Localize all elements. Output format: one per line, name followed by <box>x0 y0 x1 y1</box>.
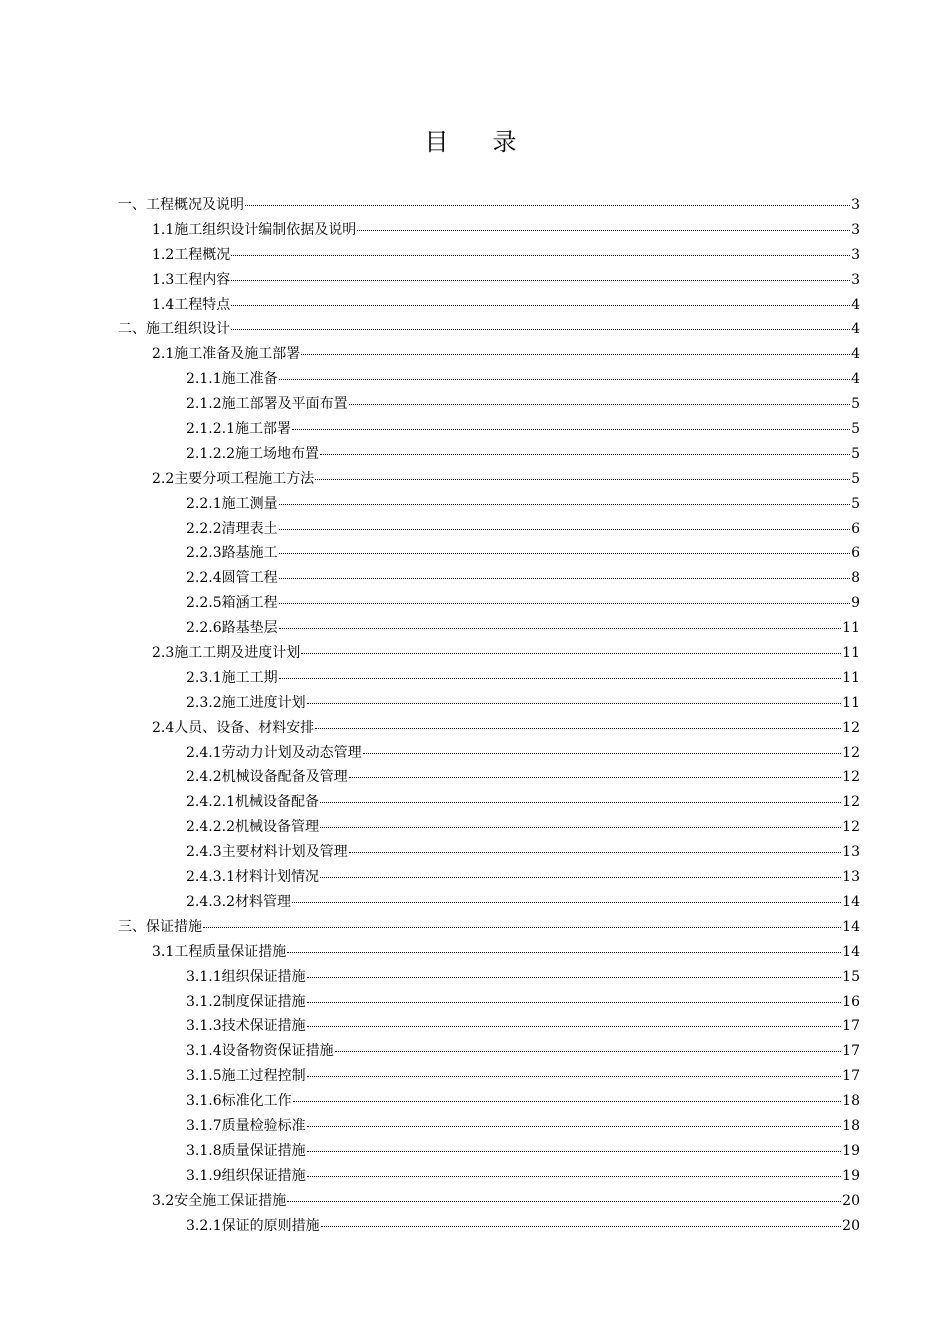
toc-page-number: 14 <box>842 943 860 960</box>
toc-entry-text: 1.2工程概况 <box>152 246 231 263</box>
toc-entry[interactable] <box>118 1014 860 1039</box>
toc-page-number: 19 <box>842 1167 860 1184</box>
toc-entry[interactable] <box>118 940 860 965</box>
toc-page-number: 19 <box>842 1142 860 1159</box>
toc-dot-leader <box>279 577 850 579</box>
toc-dot-leader <box>279 378 850 380</box>
toc-page-number: 15 <box>842 968 860 985</box>
toc-entry[interactable] <box>118 591 860 616</box>
toc-page-number: 18 <box>842 1117 860 1134</box>
toc-entry-text: 3.1.7质量检验标准 <box>186 1117 306 1134</box>
toc-entry-text: 2.2.4圆管工程 <box>186 570 278 587</box>
toc-dot-leader <box>335 1050 842 1052</box>
toc-dot-leader <box>301 652 841 654</box>
toc-entry-text: 3.1.1组织保证措施 <box>186 968 306 985</box>
toc-entry[interactable] <box>118 268 860 293</box>
toc-entry[interactable] <box>118 566 860 591</box>
toc-page-number: 11 <box>842 694 860 711</box>
toc-dot-leader <box>307 1150 842 1152</box>
toc-dot-leader <box>279 503 850 505</box>
toc-dot-leader <box>315 727 841 729</box>
toc-page-number: 20 <box>842 1192 860 1209</box>
toc-entry-text: 3.1.2制度保证措施 <box>186 993 306 1010</box>
toc-dot-leader <box>231 304 850 306</box>
toc-page-number: 5 <box>851 445 860 462</box>
toc-dot-leader <box>307 1075 842 1077</box>
toc-entry-text: 2.4.3.1材料计划情况 <box>186 869 319 886</box>
toc-dot-leader <box>307 976 842 978</box>
toc-entry[interactable] <box>118 1114 860 1139</box>
toc-entry[interactable] <box>118 342 860 367</box>
toc-entry-text: 3.1.8质量保证措施 <box>186 1142 306 1159</box>
toc-entry-text: 2.4.2机械设备配备及管理 <box>186 769 348 786</box>
toc-page-number: 5 <box>851 396 860 413</box>
toc-entry[interactable] <box>118 741 860 766</box>
toc-dot-leader <box>279 602 850 604</box>
toc-entry-text: 3.1.4设备物资保证措施 <box>186 1043 334 1060</box>
toc-dot-leader <box>321 1225 842 1227</box>
toc-entry-text: 一、工程概况及说明 <box>118 197 244 213</box>
toc-page-number: 4 <box>851 296 860 313</box>
toc-page-number: 12 <box>842 719 860 736</box>
toc-dot-leader <box>363 752 842 754</box>
toc-dot-leader <box>357 229 850 231</box>
toc-entry[interactable] <box>118 716 860 741</box>
toc-dot-leader <box>245 204 850 206</box>
toc-entry-text: 2.4.2.1机械设备配备 <box>186 794 319 811</box>
toc-entry-text: 2.4.2.2机械设备管理 <box>186 819 319 836</box>
toc-page-number: 3 <box>851 271 860 288</box>
toc-dot-leader <box>307 1175 842 1177</box>
toc-entry[interactable] <box>118 1139 860 1164</box>
toc-entry-text: 3.1工程质量保证措施 <box>152 943 287 960</box>
toc-entry-text: 二、施工组织设计 <box>118 321 230 338</box>
toc-page-number: 5 <box>851 495 860 512</box>
toc-page-number: 8 <box>851 570 860 587</box>
toc-entry[interactable] <box>118 990 860 1015</box>
toc-entry-text: 2.4.1劳动力计划及动态管理 <box>186 744 362 761</box>
toc-dot-leader <box>320 453 850 455</box>
toc-entry[interactable] <box>118 367 860 392</box>
toc-entry[interactable] <box>118 890 860 915</box>
toc-entry-text: 1.3工程内容 <box>152 271 231 288</box>
toc-page-number: 3 <box>851 246 860 263</box>
toc-entry[interactable] <box>118 790 860 815</box>
toc-entry-text: 2.4人员、设备、材料安排 <box>152 719 315 736</box>
toc-entry-text: 2.1.2.1施工部署 <box>186 421 291 438</box>
toc-dot-leader <box>293 1100 842 1102</box>
toc-entry[interactable] <box>118 517 860 542</box>
toc-dot-leader <box>203 926 841 928</box>
toc-page-number: 9 <box>851 595 860 612</box>
toc-entry-text: 2.3施工工期及进度计划 <box>152 645 301 662</box>
toc-entry-text: 2.1.1施工准备 <box>186 371 278 388</box>
toc-entry[interactable] <box>118 392 860 417</box>
toc-page-number: 14 <box>842 918 860 935</box>
toc-entry[interactable] <box>118 1039 860 1064</box>
toc-entry[interactable] <box>118 317 860 342</box>
toc-dot-leader <box>287 951 841 953</box>
toc-entry[interactable] <box>118 666 860 691</box>
toc-entry[interactable] <box>118 417 860 442</box>
toc-page-number: 13 <box>842 869 860 886</box>
toc-dot-leader <box>307 1025 842 1027</box>
toc-entry[interactable] <box>118 492 860 517</box>
toc-title: 目录 <box>424 128 561 156</box>
toc-dot-leader <box>292 428 850 430</box>
toc-page-number: 11 <box>842 645 860 662</box>
toc-entry[interactable] <box>118 691 860 716</box>
toc-page-number: 3 <box>851 221 860 238</box>
toc-entry-text: 三、保证措施 <box>118 918 202 935</box>
toc-entry[interactable] <box>118 965 860 990</box>
toc-page-number: 5 <box>851 421 860 438</box>
toc-entry[interactable] <box>118 1064 860 1089</box>
toc-entry-text: 1.4工程特点 <box>152 296 231 313</box>
toc-entry-text: 3.1.5施工过程控制 <box>186 1068 306 1085</box>
toc-page-number: 4 <box>851 371 860 388</box>
toc-entry[interactable] <box>118 442 860 467</box>
toc-page-number: 12 <box>842 794 860 811</box>
toc-entry[interactable] <box>118 1089 860 1114</box>
toc-dot-leader <box>279 552 850 554</box>
toc-page-number: 18 <box>842 1093 860 1110</box>
toc-dot-leader <box>349 851 842 853</box>
toc-page-number: 4 <box>851 346 860 363</box>
toc-dot-leader <box>315 478 850 480</box>
toc-dot-leader <box>349 776 842 778</box>
toc-dot-leader <box>292 901 841 903</box>
toc-entry-text: 3.2.1保证的原则措施 <box>186 1217 320 1234</box>
toc-page-number: 17 <box>842 1043 860 1060</box>
toc-dot-leader <box>279 627 842 629</box>
toc-entry-text: 2.2主要分项工程施工方法 <box>152 470 315 487</box>
toc-dot-leader <box>307 702 842 704</box>
toc-entry[interactable] <box>118 293 860 318</box>
toc-page-number: 16 <box>842 993 860 1010</box>
toc-page-number: 5 <box>851 470 860 487</box>
toc-dot-leader <box>307 1001 842 1003</box>
toc-entry[interactable] <box>118 915 860 940</box>
toc-entry-text: 2.1施工准备及施工部署 <box>152 346 301 363</box>
toc-entry[interactable] <box>118 467 860 492</box>
toc-entry[interactable] <box>118 193 860 218</box>
toc-page-number: 12 <box>842 819 860 836</box>
toc-page-number: 17 <box>842 1068 860 1085</box>
toc-page-number: 4 <box>851 321 860 338</box>
toc-entry[interactable] <box>118 1189 860 1214</box>
toc-page-number: 12 <box>842 769 860 786</box>
toc-dot-leader <box>279 677 842 679</box>
toc-page-number: 6 <box>851 520 860 537</box>
toc-entry-text: 3.1.3技术保证措施 <box>186 1018 306 1035</box>
toc-dot-leader <box>287 1200 841 1202</box>
toc-entry[interactable] <box>118 541 860 566</box>
toc-entry[interactable] <box>118 616 860 641</box>
toc-entry[interactable] <box>118 1164 860 1189</box>
toc-entry-text: 2.2.2清理表土 <box>186 520 278 537</box>
toc-dot-leader <box>231 254 850 256</box>
toc-dot-leader <box>320 801 841 803</box>
toc-page-number: 6 <box>851 545 860 562</box>
toc-entry-text: 2.2.3路基施工 <box>186 545 278 562</box>
toc-dot-leader <box>301 353 850 355</box>
toc-entry[interactable] <box>118 840 860 865</box>
toc-dot-leader <box>320 876 841 878</box>
toc-page-number: 13 <box>842 844 860 861</box>
toc-entry-text: 3.1.9组织保证措施 <box>186 1167 306 1184</box>
toc-entry-text: 2.1.2.2施工场地布置 <box>186 445 319 462</box>
toc-page-number: 20 <box>842 1217 860 1234</box>
toc-entry[interactable] <box>118 765 860 790</box>
toc-entry[interactable] <box>118 815 860 840</box>
toc-entry-text: 2.2.6路基垫层 <box>186 620 278 637</box>
toc-entry-text: 2.2.1施工测量 <box>186 495 278 512</box>
toc-dot-leader <box>320 826 841 828</box>
toc-entry-text: 2.4.3主要材料计划及管理 <box>186 844 348 861</box>
toc-entry-text: 2.3.1施工工期 <box>186 669 278 686</box>
toc-list <box>118 193 860 1238</box>
toc-dot-leader <box>307 1125 842 1127</box>
toc-entry-text: 2.2.5箱涵工程 <box>186 595 278 612</box>
toc-dot-leader <box>231 279 850 281</box>
toc-page-number: 14 <box>842 893 860 910</box>
toc-dot-leader <box>279 528 850 530</box>
toc-entry-text: 2.4.3.2材料管理 <box>186 893 291 910</box>
toc-page-number: 17 <box>842 1018 860 1035</box>
toc-dot-leader <box>231 328 850 330</box>
toc-page-number: 12 <box>842 744 860 761</box>
toc-page-number: 3 <box>851 197 860 213</box>
toc-entry[interactable] <box>118 865 860 890</box>
toc-entry-text: 1.1施工组织设计编制依据及说明 <box>152 221 357 238</box>
toc-entry-text: 2.1.2施工部署及平面布置 <box>186 396 348 413</box>
toc-entry[interactable] <box>118 218 860 243</box>
toc-entry-text: 2.3.2施工进度计划 <box>186 694 306 711</box>
toc-page-number: 11 <box>842 620 860 637</box>
toc-dot-leader <box>349 403 850 405</box>
toc-entry-text: 3.1.6标准化工作 <box>186 1093 292 1110</box>
toc-entry[interactable] <box>118 641 860 666</box>
toc-entry[interactable] <box>118 1214 860 1239</box>
toc-page-number: 11 <box>842 669 860 686</box>
toc-entry-text: 3.2安全施工保证措施 <box>152 1192 287 1209</box>
toc-entry[interactable] <box>118 243 860 268</box>
